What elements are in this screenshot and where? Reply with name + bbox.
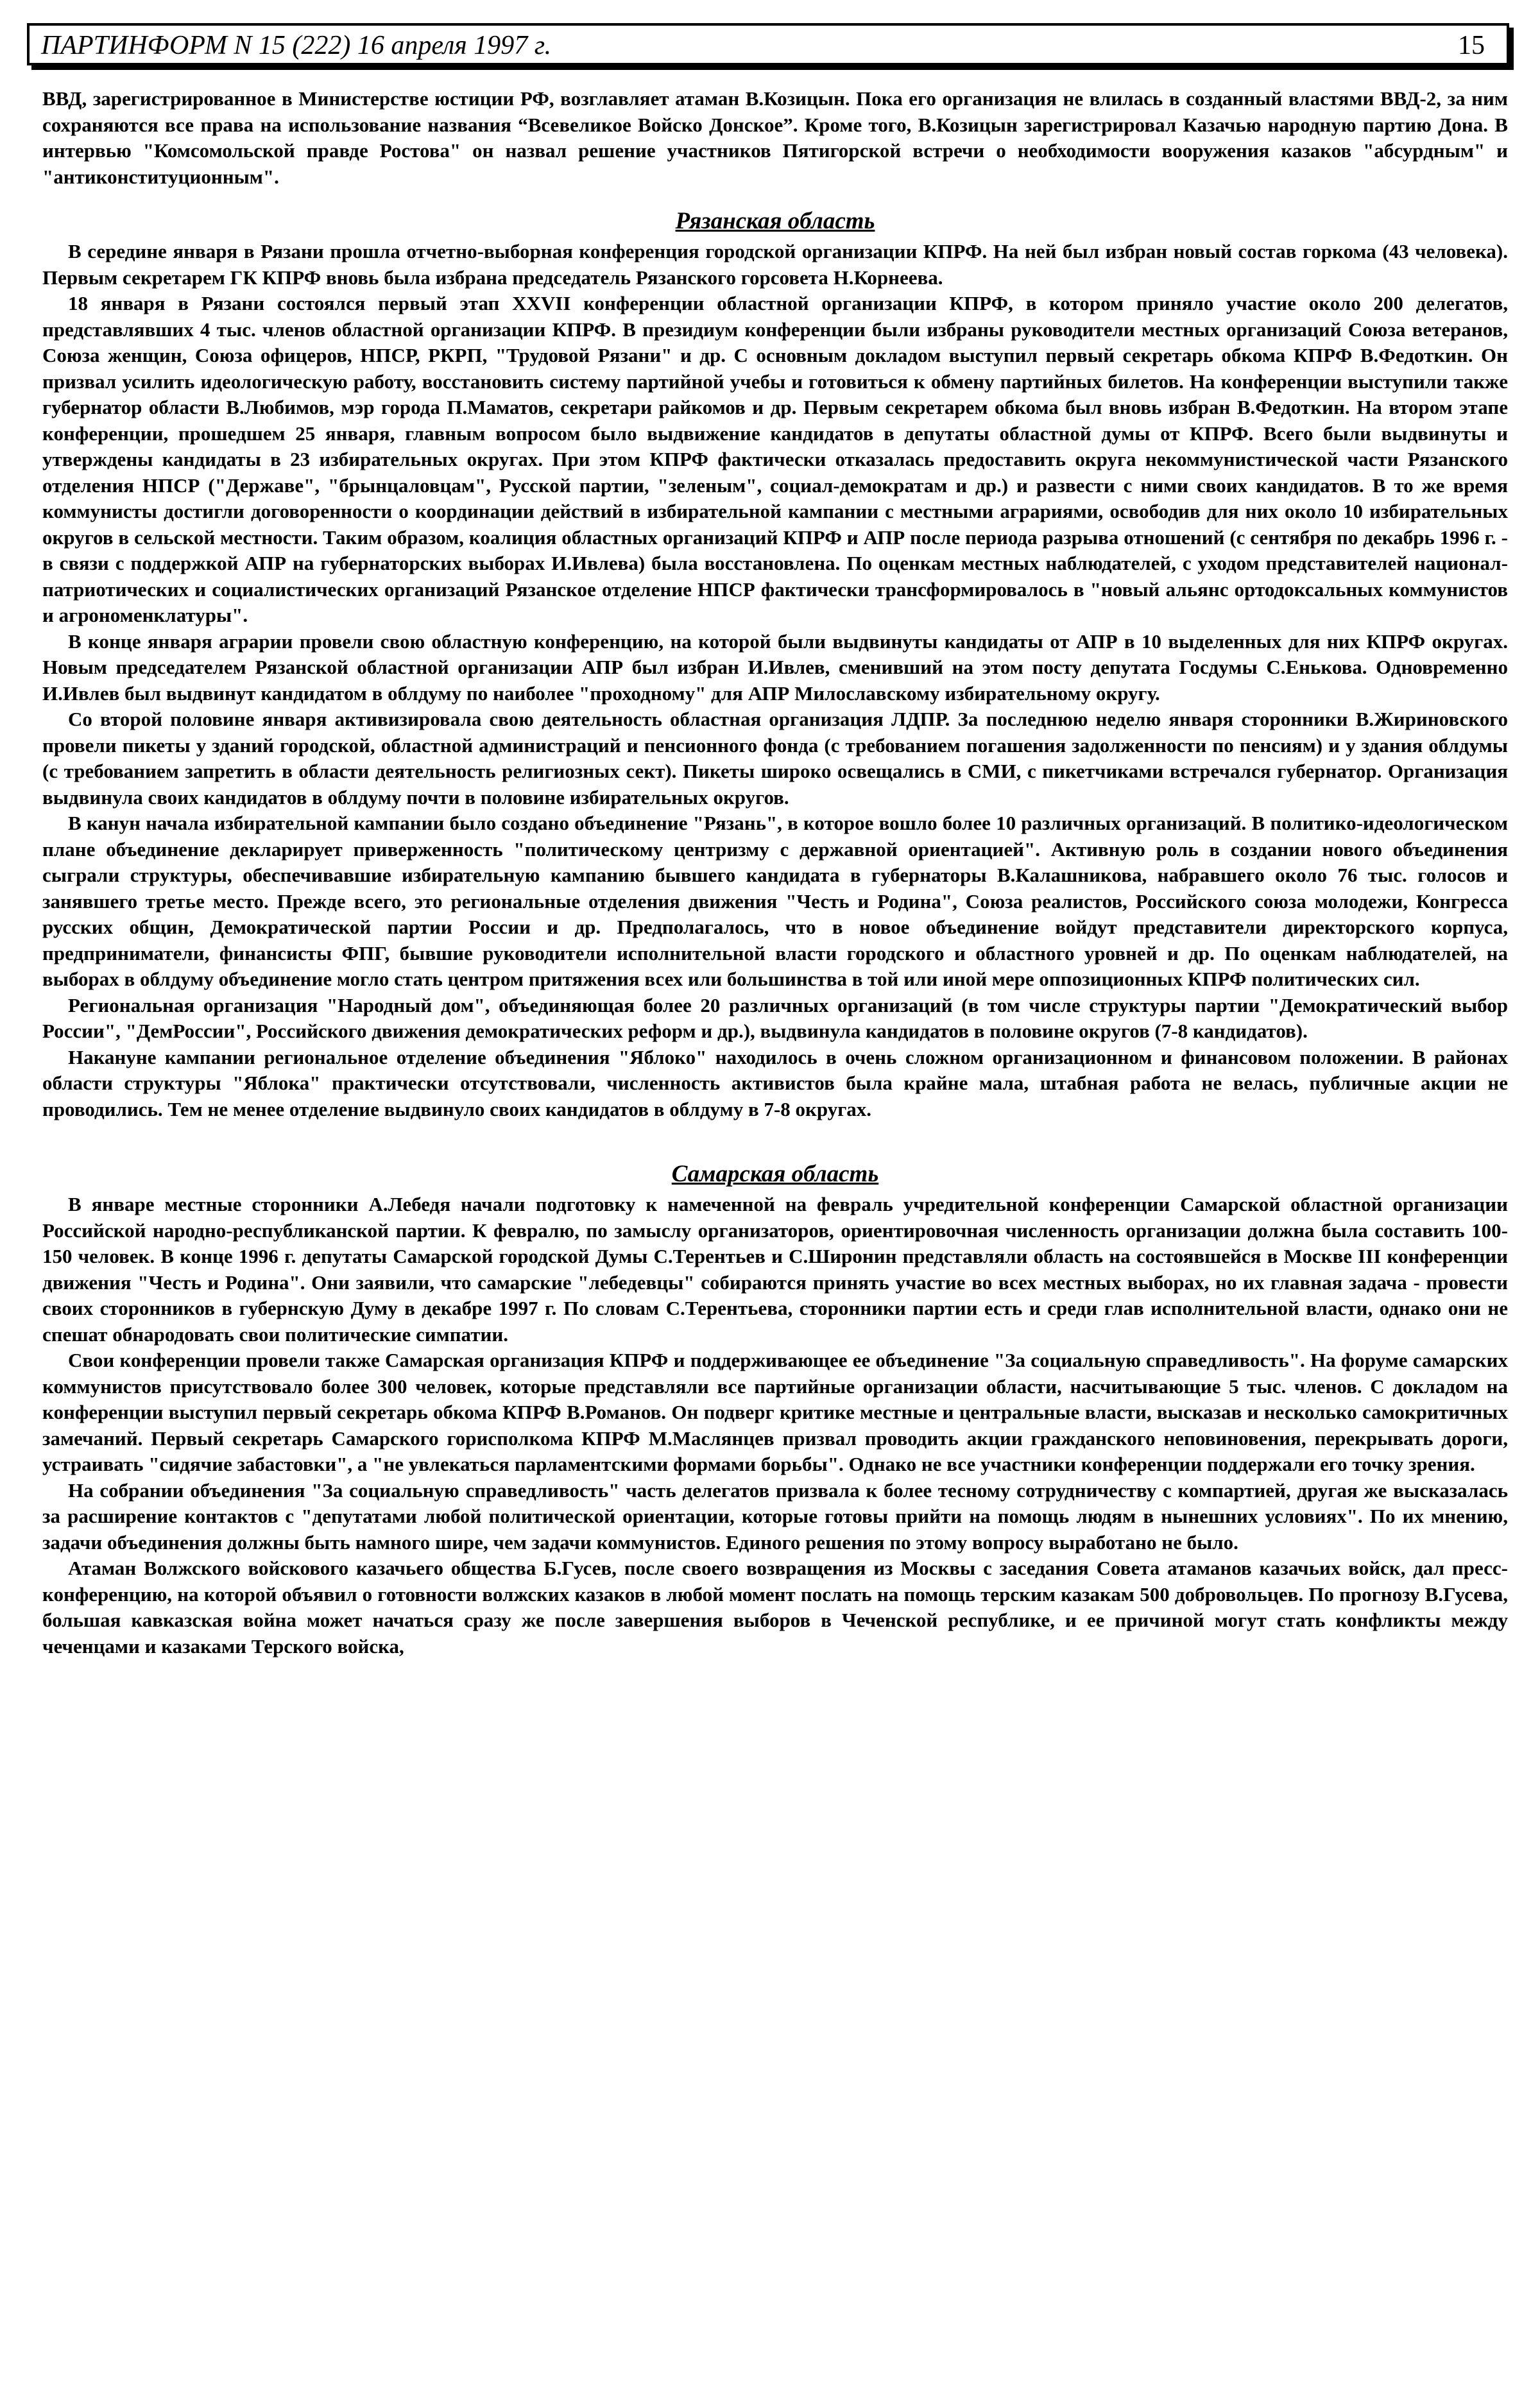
ryazan-paragraph: Со второй половине января активизировала свою деятельность областная организация ЛДПР. За последнюю неделю января сторонники В.Жириновского провели пикеты у зданий городской, областной администраций и пенсионного фонда (с требованием погашения задолженности по пенсиям) и у здания облдумы (с требованием запретить в области деятельность религиозных сект). Пикеты широко освещались в СМИ, с пикетчиками встречался губернатор. Организация выдвинула своих кандидатов в облдуму почти в половине избирательных округов. (42, 708, 1508, 809)
samara-paragraph: Атаман Волжского войскового казачьего общества Б.Гусев, после своего возвращения из Москвы с заседания Совета атаманов казачьих войск, дал пресс-конференцию, на которой объявил о готовности волжских казаков в любой момент послать на помощь терским казакам 500 добровольцев. По прогнозу В.Гусева, большая кавказская война может начаться сразу же после завершения выборов в Чеченской республике, и ее причиной могут стать конфликты между чеченцами и казаками Терского войска, (42, 1557, 1508, 1658)
page-header (27, 23, 1509, 65)
ryazan-paragraph: 18 января в Рязани состоялся первый этап XXVII конференции областной организации КПРФ, в котором приняло участие около 200 делегатов, представлявших 4 тыс. членов областной организации КПРФ. В президиум конференции были избраны руководители местных организаций Союза ветеранов, Союза женщин, Союза офицеров, НПСР, РКРП, "Трудовой Рязани" и др. С основным докладом выступил первый секретарь обкома КПРФ В.Федоткин. Он призвал усилить идеологическую работу, восстановить систему партийной учебы и готовиться к обмену партийных билетов. На конференции выступили также губернатор области В.Любимов, мэр города П.Маматов, секретари райкомов и др. Первым секретарем обкома был вновь избран В.Федоткин. На втором этапе конференции, прошедшем 25 января, главным вопросом было выдвижение кандидатов в депутаты областной думы от КПРФ. Всего были выдвинуты и утверждены кандидаты в 23 избирательных округах. При этом КПРФ фактически отказалась предоставить округа некоммунистической части Рязанского отделения НПСР ("Державе", "брынцаловцам", Русской партии, "зеленым", социал-демократам и др.) и развести с ними своих кандидатов. В то же время коммунисты достигли договоренности о координации действий в избирательной кампании с местными аграриями, освободив для них около 10 избирательных округов в сельской местности. Таким образом, коалиция областных организаций КПРФ и АПР после периода разрыва отношений (с сентября по декабрь 1996 г. - в связи с поддержкой АПР на губернаторских выборах И.Ивлева) была восстановлена. По оценкам местных наблюдателей, с уходом представителей национал-патриотических и социалистических организаций Рязанское отделение НПСР фактически трансформировалось в "новый альянс ортодоксальных коммунистов и агрономенклатуры". (42, 292, 1508, 626)
samara-paragraph: На собрании объединения "За социальную справедливость" часть делегатов призвала к более тесному сотрудничеству с компартией, другая же высказалась за расширение контактов с "депутатами любой политической ориентации, которые готовы прийти на помощь людям в нынешних условиях". По их мнению, задачи объединения должны быть намного шире, чем задачи коммунистов. Единого решения по этому вопросу выработано не было. (42, 1478, 1508, 1554)
page-number: 15 (1458, 31, 1485, 60)
newsletter-page (27, 23, 1509, 1659)
section-title-ryazan: Рязанская область (675, 208, 875, 234)
ryazan-paragraph: Накануне кампании региональное отделение объединения "Яблоко" находилось в очень сложном организационном и финансовом положении. В районах области структуры "Яблока" практически отсутствовали, численность активистов была крайне мала, штабная работа не велась, публичные акции не проводились. Тем не менее отделение выдвинуло своих кандидатов в облдуму в 7-8 округах. (42, 1045, 1508, 1120)
intro-paragraph: ВВД, зарегистрированное в Министерстве юстиции РФ, возглавляет атаман В.Козицын. Пока его организация не влилась в созданный властями ВВД-2, за ним сохраняются все права на использование названия “Всевеликое Войско Донское”. Кроме того, В.Козицын зарегистрировал Казачью народную партию Дона. В интервью "Комсомольской правде Ростова" он назвал решение участников Пятигорской встречи о необходимости вооружения казаков "абсурдным" и "антиконституционным". (42, 87, 1508, 188)
ryazan-paragraph: Региональная организация "Народный дом", объединяющая более 20 различных организаций (в том числе структуры партии "Демократический выбор России", "ДемРоссии", Российского движения демократических реформ и др.), выдвинула кандидатов в половине округов (7-8 кандидатов). (42, 993, 1508, 1042)
ryazan-paragraph: В середине января в Рязани прошла отчетно-выборная конференция городской организации КПРФ. На ней был избран новый состав горкома (43 человека). Первым секретарем ГК КПРФ вновь была избрана председатель Рязанского горсовета Н.Корнеева. (42, 240, 1508, 289)
samara-paragraph: Свои конференции провели также Самарская организация КПРФ и поддерживающее ее объединение "За социальную справедливость". На форуме самарских коммунистов присутствовало более 300 человек, которые представляли все партийные организации области, насчитывающие 5 тыс. членов. С докладом на конференции выступил первый секретарь обкома КПРФ В.Романов. Он подверг критике местные и центральные власти, высказав и несколько самокритичных замечаний. Первый секретарь Самарского горисполкома КПРФ М.Маслянцев призвал проводить акции гражданского неповиновения, перекрывать дороги, устраивать "сидячие забастовки", а "не увлекаться парламентскими формами борьбы". Однако не все участники конференции поддержали его точку зрения. (42, 1349, 1508, 1475)
ryazan-paragraph: В канун начала избирательной кампании было создано объединение "Рязань", в которое вошло более 10 различных организаций. В политико-идеологическом плане объединение декларирует приверженность "политическому центризму с державной ориентацией". Активную роль в создании нового объединения сыграли структуры, обеспечивавшие избирательную кампанию бывшего кандидата в губернаторы В.Калашникова, набравшего около 76 тыс. голосов и занявшего третье место. Прежде всего, это региональные отделения движения "Честь и Родина", Союза реалистов, Российского союза молодежи, Конгресса русских общин, Демократической партии России и др. Предполагалось, что в новое объединение войдут представители директорского корпуса, предприниматели, финансисты ФПГ, бывшие руководители исполнительной власти городского и областного уровней и др. По оценкам наблюдателей, на выборах в облдуму объединение могло стать центром притяжения всех или большинства в той или иной мере оппозиционных КПРФ политических сил. (42, 812, 1508, 990)
ryazan-paragraph: В конце января аграрии провели свою областную конференцию, на которой были выдвинуты кандидаты от АПР в 10 выделенных для них КПРФ округах. Новым председателем Рязанской областной организации АПР был избран И.Ивлев, сменивший на этом посту депутата Госдумы С.Енькова. Одновременно И.Ивлев был выдвинут кандидатом в облдуму по наиболее "проходному" для АПР Милославскому избирательному округу. (42, 630, 1508, 705)
publication-title: ПАРТИНФОРМ N 15 (222) 16 апреля 1997 г. (41, 31, 552, 60)
samara-paragraph: В январе местные сторонники А.Лебедя начали подготовку к намеченной на февраль учредительной конференции Самарской областной организации Российской народно-республиканской партии. К февралю, по замыслу организаторов, ориентировочная численность организации должна была составить 100-150 человек. В конце 1996 г. депутаты Самарской городской Думы С.Терентьев и С.Широнин представляли область на состоявшейся в Москве III конференции движения "Честь и Родина". Они заявили, что самарские "лебедевцы" собираются принять участие во всех местных выборах, но их главная задача - провести своих сторонников в губернскую Думу в декабре 1997 г. По словам С.Терентьева, сторонники партии есть и среди глав исполнительной власти, однако они не спешат обнародовать свои политические симпатии. (42, 1193, 1508, 1346)
section-title-samara: Самарская область (671, 1161, 879, 1187)
article-body (27, 86, 1509, 1659)
